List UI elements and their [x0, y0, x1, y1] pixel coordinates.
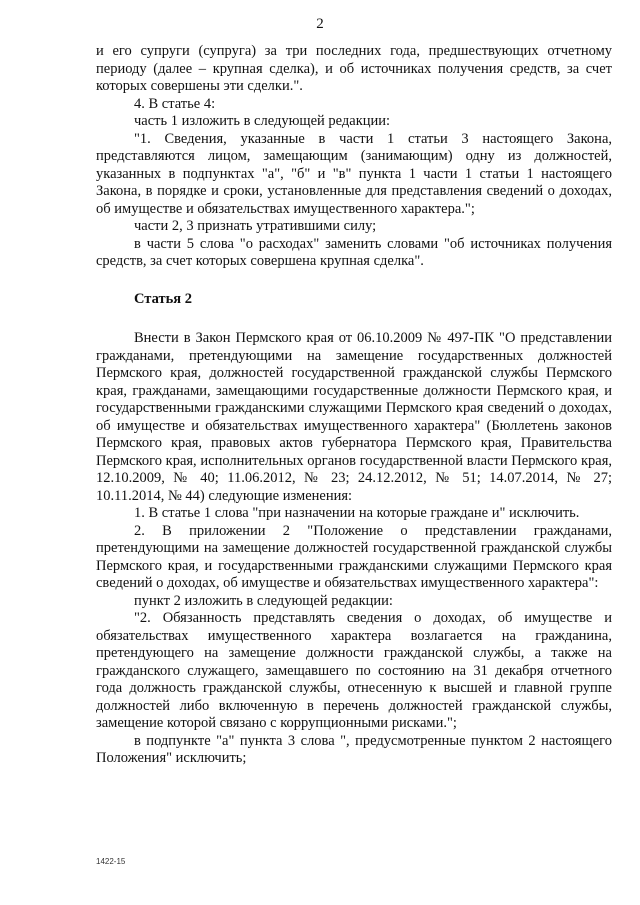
paragraph-subpoint-a: в подпункте "а" пункта 3 слова ", предусмотренные пунктом 2 настоящего Положения" исключить;	[96, 732, 612, 766]
paragraph-item-4: 4. В статье 4:	[134, 95, 216, 112]
paragraph-amendment-1: 1. В статье 1 слова "при назначении на которые граждане и" исключить.	[134, 505, 580, 521]
paragraph-amendment-2: 2. В приложении 2 "Положение о представлении гражданами, претендующими на замещение должностей государственной гражданской службы Пермского края, и государственными гражданскими служащими Пермского края сведений о доходах, об имуществе и обязательствах имущественного характера":	[96, 522, 612, 591]
paragraph-part-1-text: "1. Сведения, указанные в части 1 статьи 3 настоящего Закона, представляются лицом, замещающим (занимающим) одну из должностей, указанных в подпунктах "а", "б" и "в" пункта 1 части 1 статьи 1 настоящего Закона, в порядке и сроки, установленные для представления сведений о доходах, об имуществе и обязательствах имущественного характера.";	[96, 130, 612, 217]
paragraph-point-2-text: "2. Обязанность представлять сведения о доходах, об имуществе и обязательствах имущественного характера возлагается на гражданина, претендующего на замещение должности гражданской службы, а также на гражданского служащего, замещавшего по состоянию на 31 декабря отчетного года должность гражданской службы, отнесенную к высшей и главной группе должностей либо включенную в перечень должностей гражданской службы, замещение которой связано с коррупционными рисками.";	[96, 610, 612, 731]
footer-code: 1422-15	[96, 857, 126, 866]
document-body	[96, 43, 612, 768]
paragraph-point-2-intro: пункт 2 изложить в следующей редакции:	[134, 592, 393, 609]
paragraph-parts-2-3: части 2, 3 признать утратившими силу;	[134, 218, 377, 234]
paragraph-part-5: в части 5 слова "о расходах" заменить словами "об источниках получения средств, за счет которых совершена крупная сделка".	[96, 235, 612, 269]
page-number: 2	[316, 16, 324, 32]
paragraph-part-1-intro: часть 1 изложить в следующей редакции:	[134, 113, 391, 129]
paragraph-continuation: и его супруги (супруга) за три последних года, предшествующих отчетному периоду (далее – крупная сделка), и об источниках получения средств, за счет которых совершены эти сделки.".	[96, 43, 612, 94]
paragraph-article-2-intro: Внести в Закон Пермского края от 06.10.2009 № 497-ПК "О представлении гражданами, претендующими на замещение государственных должностей Пермского края, должностей государственной гражданской службы Пермского края, гражданами, замещающими государственные должности Пермского края, и государственными гражданскими служащими Пермского края сведений о доходах, об имуществе и обязательствах имущественного характера" (Бюллетень законов Пермского края, правовых актов губернатора Пермского края, Правительства Пермского края, исполнительных органов государственной власти Пермского края, 12.10.2009, № 40; 11.06.2012, № 23; 24.12.2012, № 51; 14.07.2014, № 27; 10.11.2014, № 44) следующие изменения:	[96, 330, 612, 504]
article-2-heading: Статья 2	[134, 290, 192, 307]
